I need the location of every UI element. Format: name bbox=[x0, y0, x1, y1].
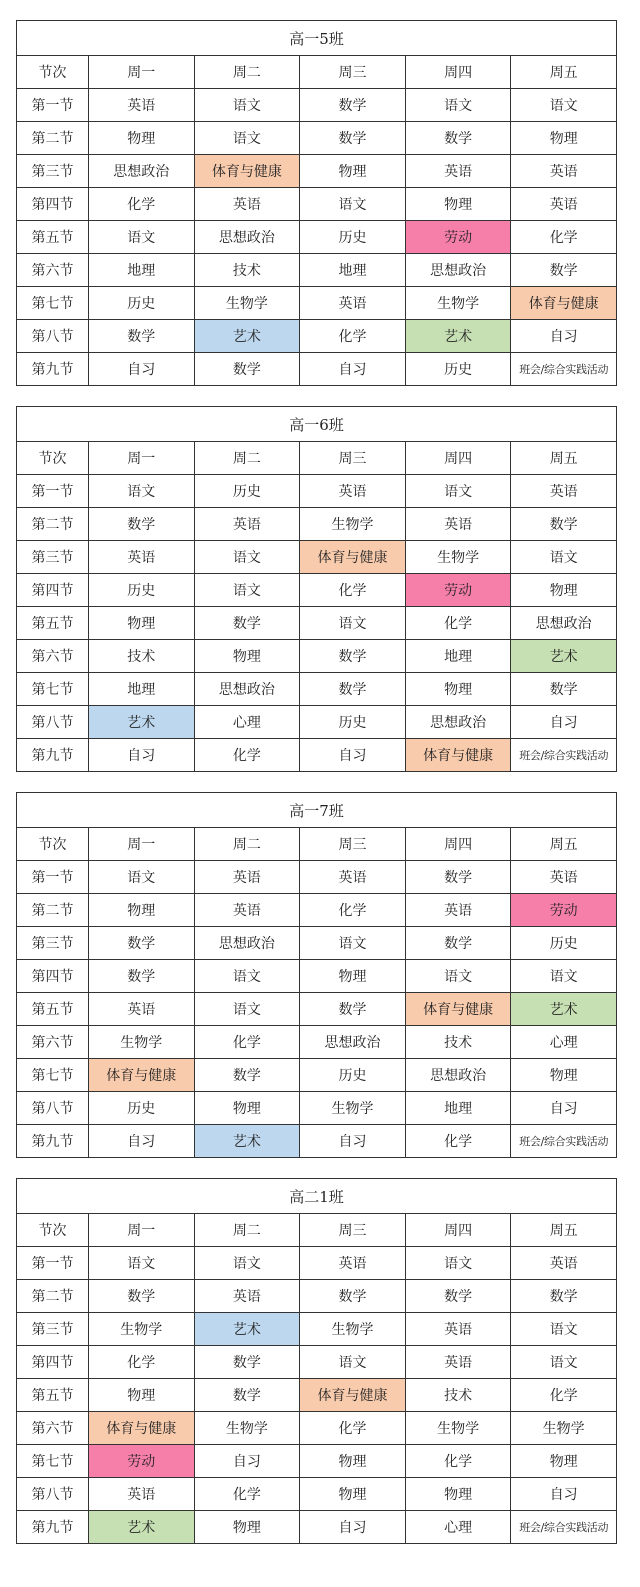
period-label: 第四节 bbox=[17, 960, 89, 993]
table-cell: 生物学 bbox=[300, 508, 406, 541]
table-cell-pe: 体育与健康 bbox=[405, 739, 511, 772]
table-cell: 自习 bbox=[511, 1478, 617, 1511]
period-label: 第七节 bbox=[17, 1059, 89, 1092]
header-cell: 周三 bbox=[300, 442, 406, 475]
table-cell: 语文 bbox=[511, 89, 617, 122]
table-cell: 英语 bbox=[300, 475, 406, 508]
table-cell: 英语 bbox=[89, 541, 195, 574]
table-cell: 自习 bbox=[300, 1125, 406, 1158]
table-row bbox=[17, 89, 617, 122]
table-cell: 化学 bbox=[89, 188, 195, 221]
table-cell: 班会/综合实践活动 bbox=[511, 353, 617, 386]
table-cell: 英语 bbox=[511, 155, 617, 188]
table-cell: 数学 bbox=[300, 1280, 406, 1313]
table-cell: 地理 bbox=[405, 1092, 511, 1125]
table-row bbox=[17, 739, 617, 772]
period-label: 第八节 bbox=[17, 706, 89, 739]
table-cell: 语文 bbox=[511, 541, 617, 574]
period-label: 第九节 bbox=[17, 739, 89, 772]
table-row bbox=[17, 1478, 617, 1511]
table-cell-art: 艺术 bbox=[405, 320, 511, 353]
table-cell-art: 艺术 bbox=[194, 320, 300, 353]
table-cell-art: 艺术 bbox=[194, 1313, 300, 1346]
table-cell: 思想政治 bbox=[300, 1026, 406, 1059]
table-cell: 技术 bbox=[89, 640, 195, 673]
table-cell: 语文 bbox=[511, 1346, 617, 1379]
table-cell: 生物学 bbox=[405, 287, 511, 320]
header-cell: 周四 bbox=[405, 1214, 511, 1247]
table-row bbox=[17, 927, 617, 960]
period-label: 第六节 bbox=[17, 1026, 89, 1059]
period-label: 第八节 bbox=[17, 1478, 89, 1511]
timetable-gao2-1 bbox=[16, 1178, 617, 1544]
table-cell: 物理 bbox=[405, 673, 511, 706]
table-cell: 物理 bbox=[511, 1445, 617, 1478]
table-cell: 地理 bbox=[300, 254, 406, 287]
table-cell: 数学 bbox=[89, 960, 195, 993]
table-cell: 英语 bbox=[194, 188, 300, 221]
table-cell: 生物学 bbox=[194, 287, 300, 320]
header-cell: 周五 bbox=[511, 442, 617, 475]
table-cell-labor: 劳动 bbox=[405, 574, 511, 607]
table-cell: 自习 bbox=[194, 1445, 300, 1478]
table-cell: 数学 bbox=[300, 993, 406, 1026]
table-cell: 语文 bbox=[405, 475, 511, 508]
table-cell: 历史 bbox=[89, 1092, 195, 1125]
table-cell: 化学 bbox=[89, 1346, 195, 1379]
header-cell: 节次 bbox=[17, 1214, 89, 1247]
timetable-gao1-7 bbox=[16, 792, 617, 1158]
table-cell: 英语 bbox=[405, 1313, 511, 1346]
table-row bbox=[17, 706, 617, 739]
table-cell: 思想政治 bbox=[511, 607, 617, 640]
table-cell: 语文 bbox=[511, 960, 617, 993]
table-cell-pe: 体育与健康 bbox=[511, 287, 617, 320]
table-cell: 数学 bbox=[89, 508, 195, 541]
table-cell: 生物学 bbox=[194, 1412, 300, 1445]
table-cell: 物理 bbox=[511, 122, 617, 155]
period-label: 第四节 bbox=[17, 574, 89, 607]
header-cell: 周二 bbox=[194, 828, 300, 861]
table-cell: 英语 bbox=[89, 89, 195, 122]
table-cell: 思想政治 bbox=[89, 155, 195, 188]
period-label: 第七节 bbox=[17, 287, 89, 320]
table-row bbox=[17, 221, 617, 254]
period-label: 第六节 bbox=[17, 640, 89, 673]
table-row bbox=[17, 894, 617, 927]
table-cell: 化学 bbox=[405, 607, 511, 640]
table-cell: 数学 bbox=[405, 122, 511, 155]
table-row bbox=[17, 1445, 617, 1478]
period-label: 第六节 bbox=[17, 1412, 89, 1445]
table-cell: 生物学 bbox=[300, 1313, 406, 1346]
period-label: 第九节 bbox=[17, 353, 89, 386]
table-cell: 化学 bbox=[405, 1445, 511, 1478]
table-cell: 语文 bbox=[405, 960, 511, 993]
table-row bbox=[17, 673, 617, 706]
header-cell: 周五 bbox=[511, 828, 617, 861]
period-label: 第九节 bbox=[17, 1125, 89, 1158]
table-cell: 思想政治 bbox=[405, 254, 511, 287]
table-row bbox=[17, 1247, 617, 1280]
table-cell: 物理 bbox=[405, 188, 511, 221]
table-cell: 英语 bbox=[511, 861, 617, 894]
table-cell: 地理 bbox=[405, 640, 511, 673]
table-cell: 物理 bbox=[89, 894, 195, 927]
timetable-gao1-5 bbox=[16, 20, 617, 386]
header-cell: 周二 bbox=[194, 1214, 300, 1247]
table-cell: 思想政治 bbox=[194, 673, 300, 706]
header-cell: 周一 bbox=[89, 1214, 195, 1247]
table-cell: 自习 bbox=[300, 353, 406, 386]
period-label: 第五节 bbox=[17, 221, 89, 254]
table-cell: 英语 bbox=[300, 287, 406, 320]
table-cell: 化学 bbox=[511, 221, 617, 254]
header-cell: 周四 bbox=[405, 828, 511, 861]
period-label: 第一节 bbox=[17, 861, 89, 894]
table-cell: 思想政治 bbox=[405, 1059, 511, 1092]
table-cell: 历史 bbox=[300, 221, 406, 254]
table-cell: 数学 bbox=[511, 254, 617, 287]
period-label: 第二节 bbox=[17, 508, 89, 541]
header-cell: 节次 bbox=[17, 442, 89, 475]
table-cell: 自习 bbox=[511, 706, 617, 739]
table-cell-pe: 体育与健康 bbox=[89, 1059, 195, 1092]
period-label: 第四节 bbox=[17, 188, 89, 221]
table-row bbox=[17, 508, 617, 541]
period-label: 第五节 bbox=[17, 1379, 89, 1412]
table-cell: 生物学 bbox=[89, 1026, 195, 1059]
period-label: 第七节 bbox=[17, 673, 89, 706]
header-cell: 周二 bbox=[194, 56, 300, 89]
table-cell: 语文 bbox=[300, 188, 406, 221]
table-cell: 语文 bbox=[89, 475, 195, 508]
table-cell: 地理 bbox=[89, 254, 195, 287]
table-cell: 历史 bbox=[89, 287, 195, 320]
table-cell: 数学 bbox=[300, 122, 406, 155]
table-row bbox=[17, 353, 617, 386]
header-row bbox=[17, 828, 617, 861]
table-cell: 数学 bbox=[300, 89, 406, 122]
table-cell: 英语 bbox=[194, 861, 300, 894]
table-cell: 语文 bbox=[300, 607, 406, 640]
period-label: 第二节 bbox=[17, 894, 89, 927]
table-cell: 语文 bbox=[194, 993, 300, 1026]
table-cell: 自习 bbox=[511, 1092, 617, 1125]
table-cell: 物理 bbox=[89, 607, 195, 640]
table-row bbox=[17, 1092, 617, 1125]
table-row bbox=[17, 475, 617, 508]
table-cell: 化学 bbox=[511, 1379, 617, 1412]
period-label: 第二节 bbox=[17, 1280, 89, 1313]
table-row bbox=[17, 122, 617, 155]
table-cell: 英语 bbox=[300, 1247, 406, 1280]
table-row bbox=[17, 861, 617, 894]
table-cell: 语文 bbox=[194, 122, 300, 155]
table-cell: 数学 bbox=[194, 1346, 300, 1379]
table-cell: 语文 bbox=[300, 1346, 406, 1379]
table-cell: 化学 bbox=[300, 320, 406, 353]
table-cell: 语文 bbox=[89, 221, 195, 254]
header-row bbox=[17, 1214, 617, 1247]
header-row bbox=[17, 442, 617, 475]
table-cell-labor: 劳动 bbox=[405, 221, 511, 254]
table-cell: 化学 bbox=[194, 1478, 300, 1511]
table-cell: 物理 bbox=[511, 1059, 617, 1092]
table-cell: 生物学 bbox=[89, 1313, 195, 1346]
table-cell: 生物学 bbox=[511, 1412, 617, 1445]
table-title: 高一7班 bbox=[17, 793, 617, 828]
table-cell: 语文 bbox=[194, 541, 300, 574]
table-cell: 思想政治 bbox=[194, 221, 300, 254]
table-cell: 数学 bbox=[89, 927, 195, 960]
period-label: 第二节 bbox=[17, 122, 89, 155]
period-label: 第三节 bbox=[17, 541, 89, 574]
period-label: 第四节 bbox=[17, 1346, 89, 1379]
table-cell: 语文 bbox=[194, 960, 300, 993]
table-cell: 英语 bbox=[194, 1280, 300, 1313]
table-cell: 自习 bbox=[89, 1125, 195, 1158]
table-cell: 物理 bbox=[511, 574, 617, 607]
header-cell: 周二 bbox=[194, 442, 300, 475]
table-cell: 语文 bbox=[405, 89, 511, 122]
table-cell: 生物学 bbox=[300, 1092, 406, 1125]
header-cell: 周一 bbox=[89, 56, 195, 89]
table-cell-art: 艺术 bbox=[511, 993, 617, 1026]
table-row bbox=[17, 188, 617, 221]
table-cell: 英语 bbox=[194, 894, 300, 927]
table-title: 高二1班 bbox=[17, 1179, 617, 1214]
table-cell: 语文 bbox=[89, 861, 195, 894]
table-cell: 化学 bbox=[300, 894, 406, 927]
table-cell-pe: 体育与健康 bbox=[300, 541, 406, 574]
table-cell: 技术 bbox=[405, 1026, 511, 1059]
table-row bbox=[17, 960, 617, 993]
table-cell: 数学 bbox=[194, 1379, 300, 1412]
table-cell: 物理 bbox=[300, 960, 406, 993]
table-cell: 自习 bbox=[511, 320, 617, 353]
table-cell: 数学 bbox=[405, 861, 511, 894]
header-cell: 周四 bbox=[405, 56, 511, 89]
period-label: 第一节 bbox=[17, 475, 89, 508]
header-cell: 周五 bbox=[511, 1214, 617, 1247]
table-cell: 英语 bbox=[405, 155, 511, 188]
table-cell: 地理 bbox=[89, 673, 195, 706]
table-cell: 物理 bbox=[194, 1092, 300, 1125]
table-cell: 数学 bbox=[89, 320, 195, 353]
table-cell: 生物学 bbox=[405, 541, 511, 574]
table-cell-art: 艺术 bbox=[89, 706, 195, 739]
table-cell: 物理 bbox=[300, 155, 406, 188]
table-cell: 数学 bbox=[511, 508, 617, 541]
table-cell-art: 艺术 bbox=[194, 1125, 300, 1158]
period-label: 第五节 bbox=[17, 993, 89, 1026]
timetable-gao1-6 bbox=[16, 406, 617, 772]
table-cell: 英语 bbox=[511, 475, 617, 508]
table-cell: 数学 bbox=[300, 640, 406, 673]
period-label: 第一节 bbox=[17, 89, 89, 122]
table-row bbox=[17, 1280, 617, 1313]
table-cell-labor: 劳动 bbox=[511, 894, 617, 927]
table-cell: 英语 bbox=[405, 1346, 511, 1379]
period-label: 第三节 bbox=[17, 1313, 89, 1346]
table-cell: 数学 bbox=[194, 1059, 300, 1092]
table-cell: 思想政治 bbox=[405, 706, 511, 739]
table-cell: 数学 bbox=[194, 607, 300, 640]
table-cell: 历史 bbox=[89, 574, 195, 607]
table-cell: 化学 bbox=[194, 1026, 300, 1059]
table-row bbox=[17, 1125, 617, 1158]
table-cell: 数学 bbox=[405, 927, 511, 960]
table-row bbox=[17, 574, 617, 607]
header-cell: 周五 bbox=[511, 56, 617, 89]
table-cell: 技术 bbox=[405, 1379, 511, 1412]
table-cell: 语文 bbox=[89, 1247, 195, 1280]
table-cell: 英语 bbox=[89, 1478, 195, 1511]
period-label: 第八节 bbox=[17, 1092, 89, 1125]
table-cell: 语文 bbox=[194, 89, 300, 122]
table-cell: 英语 bbox=[511, 188, 617, 221]
table-cell: 心理 bbox=[511, 1026, 617, 1059]
table-row bbox=[17, 1059, 617, 1092]
table-title: 高一5班 bbox=[17, 21, 617, 56]
table-cell: 物理 bbox=[194, 1511, 300, 1544]
header-cell: 周三 bbox=[300, 828, 406, 861]
table-cell: 心理 bbox=[194, 706, 300, 739]
table-cell-art: 艺术 bbox=[511, 640, 617, 673]
table-cell: 英语 bbox=[405, 508, 511, 541]
table-cell: 思想政治 bbox=[194, 927, 300, 960]
header-row bbox=[17, 56, 617, 89]
table-row bbox=[17, 1026, 617, 1059]
table-cell-pe: 体育与健康 bbox=[194, 155, 300, 188]
table-row bbox=[17, 607, 617, 640]
table-cell: 语文 bbox=[194, 1247, 300, 1280]
table-cell: 数学 bbox=[194, 353, 300, 386]
header-cell: 周四 bbox=[405, 442, 511, 475]
table-cell: 英语 bbox=[194, 508, 300, 541]
table-cell: 数学 bbox=[511, 1280, 617, 1313]
table-cell: 班会/综合实践活动 bbox=[511, 739, 617, 772]
table-cell: 自习 bbox=[89, 739, 195, 772]
table-cell: 历史 bbox=[405, 353, 511, 386]
table-cell: 化学 bbox=[405, 1125, 511, 1158]
period-label: 第八节 bbox=[17, 320, 89, 353]
table-row bbox=[17, 155, 617, 188]
table-cell: 自习 bbox=[300, 1511, 406, 1544]
table-row bbox=[17, 254, 617, 287]
table-cell: 英语 bbox=[300, 861, 406, 894]
table-cell-labor: 劳动 bbox=[89, 1445, 195, 1478]
table-row bbox=[17, 1313, 617, 1346]
table-cell: 物理 bbox=[300, 1478, 406, 1511]
table-row bbox=[17, 320, 617, 353]
table-cell-art: 艺术 bbox=[89, 1511, 195, 1544]
table-cell: 化学 bbox=[194, 739, 300, 772]
table-cell: 化学 bbox=[300, 1412, 406, 1445]
table-cell: 数学 bbox=[511, 673, 617, 706]
table-title: 高一6班 bbox=[17, 407, 617, 442]
header-cell: 周一 bbox=[89, 828, 195, 861]
table-cell: 历史 bbox=[300, 1059, 406, 1092]
table-row bbox=[17, 1379, 617, 1412]
table-cell: 物理 bbox=[89, 1379, 195, 1412]
period-label: 第五节 bbox=[17, 607, 89, 640]
table-cell: 心理 bbox=[405, 1511, 511, 1544]
table-row bbox=[17, 287, 617, 320]
table-cell: 数学 bbox=[300, 673, 406, 706]
table-cell: 数学 bbox=[89, 1280, 195, 1313]
period-label: 第七节 bbox=[17, 1445, 89, 1478]
table-cell: 物理 bbox=[89, 122, 195, 155]
table-cell: 英语 bbox=[89, 993, 195, 1026]
table-cell: 语文 bbox=[511, 1313, 617, 1346]
table-cell: 化学 bbox=[300, 574, 406, 607]
table-cell: 数学 bbox=[405, 1280, 511, 1313]
table-cell: 英语 bbox=[511, 1247, 617, 1280]
period-label: 第三节 bbox=[17, 927, 89, 960]
table-cell: 自习 bbox=[89, 353, 195, 386]
table-cell: 自习 bbox=[300, 739, 406, 772]
period-label: 第六节 bbox=[17, 254, 89, 287]
table-cell: 历史 bbox=[194, 475, 300, 508]
table-cell: 语文 bbox=[405, 1247, 511, 1280]
table-cell: 技术 bbox=[194, 254, 300, 287]
period-label: 第三节 bbox=[17, 155, 89, 188]
table-cell: 班会/综合实践活动 bbox=[511, 1125, 617, 1158]
table-cell: 班会/综合实践活动 bbox=[511, 1511, 617, 1544]
table-row bbox=[17, 1511, 617, 1544]
period-label: 第一节 bbox=[17, 1247, 89, 1280]
table-cell: 物理 bbox=[405, 1478, 511, 1511]
table-row bbox=[17, 993, 617, 1026]
table-row bbox=[17, 541, 617, 574]
header-cell: 节次 bbox=[17, 828, 89, 861]
table-cell-pe: 体育与健康 bbox=[405, 993, 511, 1026]
table-cell-pe: 体育与健康 bbox=[300, 1379, 406, 1412]
table-cell: 生物学 bbox=[405, 1412, 511, 1445]
header-cell: 周一 bbox=[89, 442, 195, 475]
header-cell: 周三 bbox=[300, 56, 406, 89]
table-cell: 历史 bbox=[300, 706, 406, 739]
table-cell: 历史 bbox=[511, 927, 617, 960]
header-cell: 周三 bbox=[300, 1214, 406, 1247]
table-cell-pe: 体育与健康 bbox=[89, 1412, 195, 1445]
table-cell: 英语 bbox=[405, 894, 511, 927]
table-row bbox=[17, 1412, 617, 1445]
table-cell: 物理 bbox=[300, 1445, 406, 1478]
table-cell: 物理 bbox=[194, 640, 300, 673]
table-cell: 语文 bbox=[194, 574, 300, 607]
table-row bbox=[17, 1346, 617, 1379]
table-cell: 语文 bbox=[300, 927, 406, 960]
header-cell: 节次 bbox=[17, 56, 89, 89]
period-label: 第九节 bbox=[17, 1511, 89, 1544]
table-row bbox=[17, 640, 617, 673]
